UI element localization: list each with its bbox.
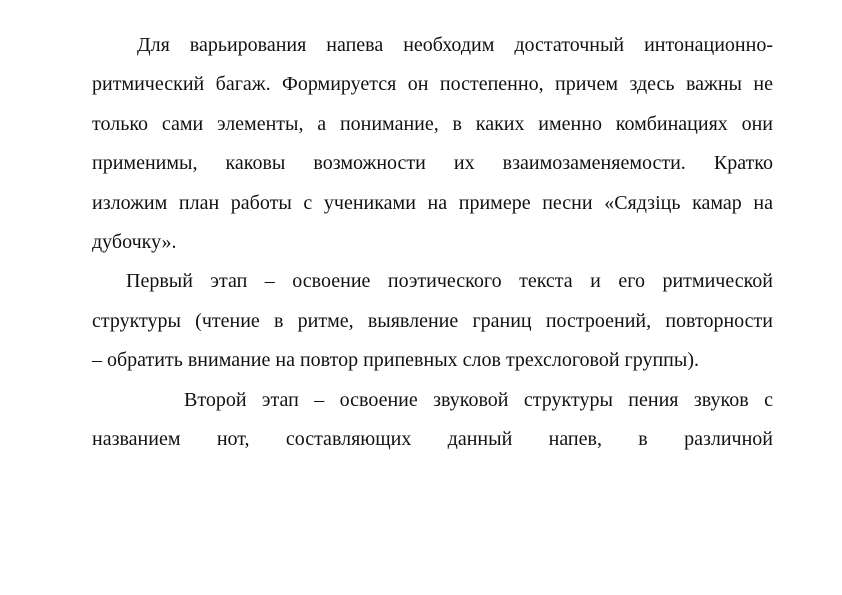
text-line: изложим план работы с учениками на примере песни «Сядзіць камар на: [92, 191, 773, 214]
text-line: ритмический багаж. Формируется он постепенно, причем здесь важны не: [92, 73, 773, 96]
text-line: – обратить внимание на повтор припевных слов трехслоговой группы).: [92, 349, 699, 372]
text-line: применимы, каковы возможности их взаимозаменяемости. Кратко: [92, 152, 773, 175]
text-line: названием нот, составляющих данный напев, в различной: [92, 427, 773, 450]
text-line: структуры (чтение в ритме, выявление границ построений, повторности: [92, 309, 773, 332]
paragraph-2: [92, 262, 773, 380]
text-line: дубочку».: [92, 230, 177, 253]
text-line: только сами элементы, а понимание, в каких именно комбинациях они: [92, 112, 773, 135]
text-line: Первый этап – освоение поэтического текста и его ритмической: [126, 270, 773, 293]
text-line: Для варьирования напева необходим достаточный интонационно-: [137, 34, 773, 56]
paragraph-3: [92, 381, 773, 460]
text-line: Второй этап – освоение звуковой структуры пения звуков с: [184, 388, 773, 411]
paragraph-1: [92, 26, 773, 262]
body-text: [92, 26, 773, 459]
